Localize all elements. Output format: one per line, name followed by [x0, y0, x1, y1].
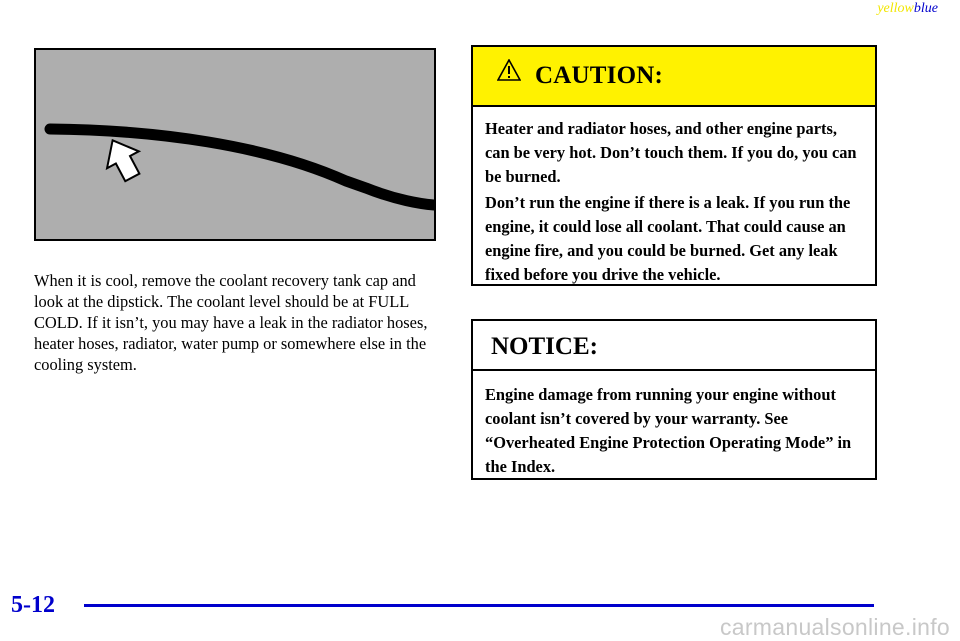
notice-header [473, 321, 875, 371]
color-tag [877, 1, 938, 17]
instruction-paragraph: When it is cool, remove the coolant recovery tank cap and look at the dipstick. The coolant level should be at FULL COLD. If it isn’t, you may have a leak in the radiator hoses, heater hoses, radiator, water pump or somewhere else in the cooling system. [34, 271, 428, 374]
notice-title: NOTICE: [491, 333, 598, 360]
color-tag-blue: blue [913, 1, 938, 16]
caution-header [473, 47, 875, 107]
hose-illustration [34, 48, 436, 241]
footer-rule [84, 604, 874, 607]
notice-body [473, 371, 875, 479]
caution-box [471, 45, 877, 286]
hose-drawing [36, 50, 434, 239]
notice-box [471, 319, 877, 480]
warning-triangle-icon [497, 59, 521, 81]
page-number: 5-12 [11, 592, 55, 618]
arrow-icon [97, 132, 149, 186]
watermark: carmanualsonline.info [719, 614, 950, 640]
caution-paragraph-1: Heater and radiator hoses, and other engine parts, can be very hot. Don’t touch them. If you do, you can be burned. [485, 119, 857, 186]
caution-paragraph-2: Don’t run the engine if there is a leak. If you run the engine, it could lose all coolant. That could cause an engine fire, and you could be burned. Get any leak fixed before you drive the vehicle. [485, 193, 851, 284]
caution-title: CAUTION: [535, 62, 663, 89]
notice-paragraph: Engine damage from running your engine without coolant isn’t covered by your warranty. See “Overheated Engine Protection Operating Mode” in the Index. [485, 385, 852, 476]
color-tag-yellow: yellow [877, 1, 914, 16]
caution-body [473, 107, 875, 287]
